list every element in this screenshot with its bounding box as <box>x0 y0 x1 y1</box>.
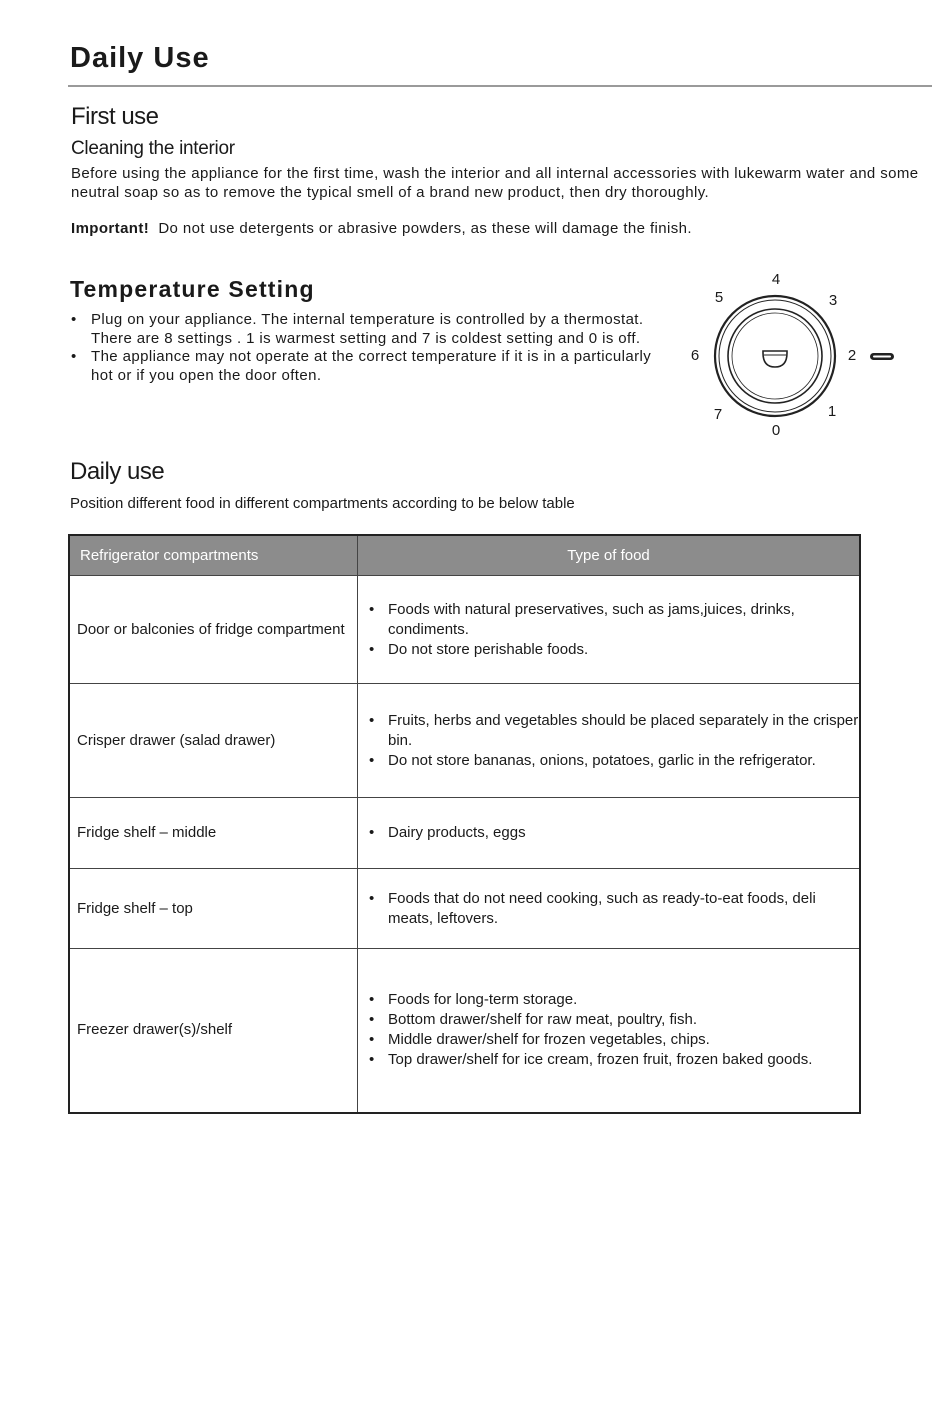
page-title: Daily Use <box>70 42 210 74</box>
dial-number-3: 3 <box>828 292 838 309</box>
food-cell <box>358 949 861 1113</box>
dial-number-5: 5 <box>714 289 724 306</box>
temperature-bullet: • The appliance may not operate at the correct temperature if it is in a particularly hot or if you open the door often. <box>71 348 652 384</box>
food-cell <box>358 798 861 869</box>
food-item: • Fruits, herbs and vegetables should be placed separately in the crisper bin. <box>368 711 859 751</box>
compartment-cell: Door or balconies of fridge compartment <box>69 576 358 684</box>
cleaning-subheading: Cleaning the interior <box>71 138 235 159</box>
dial-number-7: 7 <box>713 406 723 423</box>
important-label: Important! <box>71 220 150 237</box>
food-item: • Middle drawer/shelf for frozen vegetables, chips. <box>368 1030 859 1050</box>
thermostat-dial-diagram <box>680 266 910 446</box>
food-item: • Dairy products, eggs <box>368 823 859 843</box>
dial-number-1: 1 <box>827 403 837 420</box>
title-divider <box>68 85 932 87</box>
food-item: • Do not store perishable foods. <box>368 640 859 660</box>
dial-number-2: 2 <box>847 347 857 364</box>
temperature-bullets <box>70 311 670 385</box>
table-row <box>69 684 860 798</box>
food-item: • Foods with natural preservatives, such as jams,juices, drinks, condiments. <box>368 600 859 640</box>
table-header-row <box>69 535 860 576</box>
daily-use-intro: Position different food in different compartments according to be below table <box>70 495 575 512</box>
dial-number-6: 6 <box>690 347 700 364</box>
temperature-bullet: • Plug on your appliance. The internal temperature is controlled by a thermostat. There are 8 settings . 1 is warmest setting and 7 is coldest setting and 0 is off. <box>71 311 644 347</box>
food-item: • Bottom drawer/shelf for raw meat, poultry, fish. <box>368 1010 859 1030</box>
column-header-compartment: Refrigerator compartments <box>69 535 358 576</box>
table-row <box>69 798 860 869</box>
column-header-food-type: Type of food <box>358 535 861 576</box>
food-compartment-table <box>68 534 861 1114</box>
food-cell <box>358 869 861 949</box>
dial-number-0: 0 <box>771 422 781 439</box>
food-item: • Foods for long-term storage. <box>368 990 859 1010</box>
compartment-cell: Fridge shelf – middle <box>69 798 358 869</box>
important-note <box>71 219 941 238</box>
compartment-cell: Freezer drawer(s)/shelf <box>69 949 358 1113</box>
food-cell <box>358 684 861 798</box>
cleaning-paragraph: Before using the appliance for the first time, wash the interior and all internal accessories with lukewarm water and some neutral soap so as to remove the typical smell of a brand new product, then dry thoroughly. <box>71 165 919 201</box>
dial-number-4: 4 <box>771 271 781 288</box>
important-text: Do not use detergents or abrasive powders, as these will damage the finish. <box>158 220 692 237</box>
table-row <box>69 949 860 1113</box>
daily-use-heading: Daily use <box>70 458 165 485</box>
food-item: • Top drawer/shelf for ice cream, frozen fruit, frozen baked goods. <box>368 1050 859 1070</box>
temperature-heading: Temperature Setting <box>70 276 315 302</box>
food-item: • Do not store bananas, onions, potatoes, garlic in the refrigerator. <box>368 751 859 771</box>
table-row <box>69 576 860 684</box>
compartment-cell: Crisper drawer (salad drawer) <box>69 684 358 798</box>
compartment-cell: Fridge shelf – top <box>69 869 358 949</box>
table-row <box>69 869 860 949</box>
first-use-heading: First use <box>71 103 159 130</box>
food-item: • Foods that do not need cooking, such as ready-to-eat foods, deli meats, leftovers. <box>368 889 859 929</box>
food-cell <box>358 576 861 684</box>
